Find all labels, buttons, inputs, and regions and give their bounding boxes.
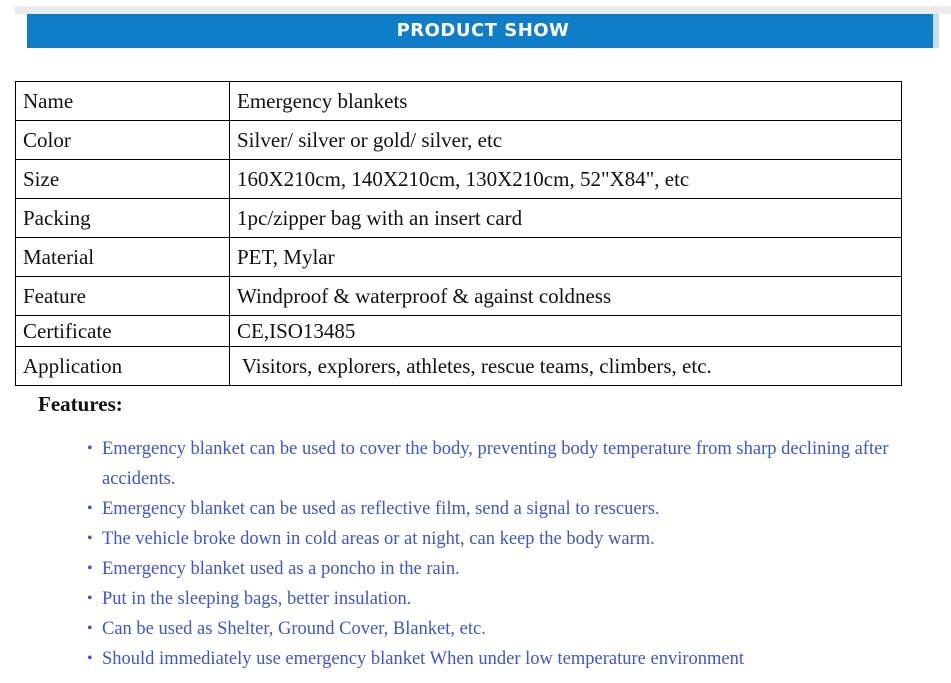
- spec-value: CE,ISO13485: [230, 316, 902, 347]
- spec-value: 1pc/zipper bag with an insert card: [230, 199, 902, 238]
- list-item: [87, 494, 940, 524]
- bullet-icon: •: [87, 560, 93, 577]
- product-spec-table: [15, 81, 902, 386]
- feature-text: Emergency blanket can be used to cover the body, preventing body temperature from sharp declining after accidents.: [102, 439, 889, 489]
- spec-value: Emergency blankets: [230, 82, 902, 121]
- spec-value: PET, Mylar: [230, 238, 902, 277]
- spec-value: Visitors, explorers, athletes, rescue teams, climbers, etc.: [230, 347, 902, 386]
- table-row: [16, 82, 902, 121]
- table-row: [16, 277, 902, 316]
- spec-key: Name: [16, 82, 230, 121]
- spec-key: Material: [16, 238, 230, 277]
- bullet-icon: •: [87, 650, 93, 667]
- features-heading: Features:: [38, 392, 123, 416]
- spec-key: Size: [16, 160, 230, 199]
- list-item: [87, 554, 940, 584]
- list-item: [87, 584, 940, 614]
- top-divider: [15, 6, 951, 14]
- spec-value: Silver/ silver or gold/ silver, etc: [230, 121, 902, 160]
- product-show-banner: [27, 14, 939, 48]
- feature-text: Should immediately use emergency blanket When under low temperature environment: [102, 649, 744, 669]
- list-item: [87, 614, 940, 644]
- feature-text: Can be used as Shelter, Ground Cover, Blanket, etc.: [102, 619, 486, 639]
- banner-title: PRODUCT SHOW: [396, 20, 570, 41]
- features-list: [87, 434, 940, 674]
- table-row: [16, 238, 902, 277]
- spec-key: Feature: [16, 277, 230, 316]
- spec-value: 160X210cm, 140X210cm, 130X210cm, 52"X84", etc: [230, 160, 902, 199]
- list-item: [87, 434, 940, 494]
- spec-key: Application: [16, 347, 230, 386]
- spec-key: Packing: [16, 199, 230, 238]
- bullet-icon: •: [87, 620, 93, 637]
- spec-value: Windproof & waterproof & against coldness: [230, 277, 902, 316]
- spec-key: Color: [16, 121, 230, 160]
- bullet-icon: •: [87, 530, 93, 547]
- table-row: [16, 160, 902, 199]
- spec-key: Certificate: [16, 316, 230, 347]
- bullet-icon: •: [87, 500, 93, 517]
- list-item: [87, 644, 940, 674]
- table-row: [16, 316, 902, 347]
- list-item: [87, 524, 940, 554]
- feature-text: Put in the sleeping bags, better insulation.: [102, 589, 412, 609]
- feature-text: Emergency blanket can be used as reflective film, send a signal to rescuers.: [102, 499, 660, 519]
- bullet-icon: •: [87, 440, 93, 457]
- table-row: [16, 347, 902, 386]
- table-row: [16, 199, 902, 238]
- bullet-icon: •: [87, 590, 93, 607]
- feature-text: Emergency blanket used as a poncho in the rain.: [102, 559, 460, 579]
- table-row: [16, 121, 902, 160]
- feature-text: The vehicle broke down in cold areas or at night, can keep the body warm.: [102, 529, 655, 549]
